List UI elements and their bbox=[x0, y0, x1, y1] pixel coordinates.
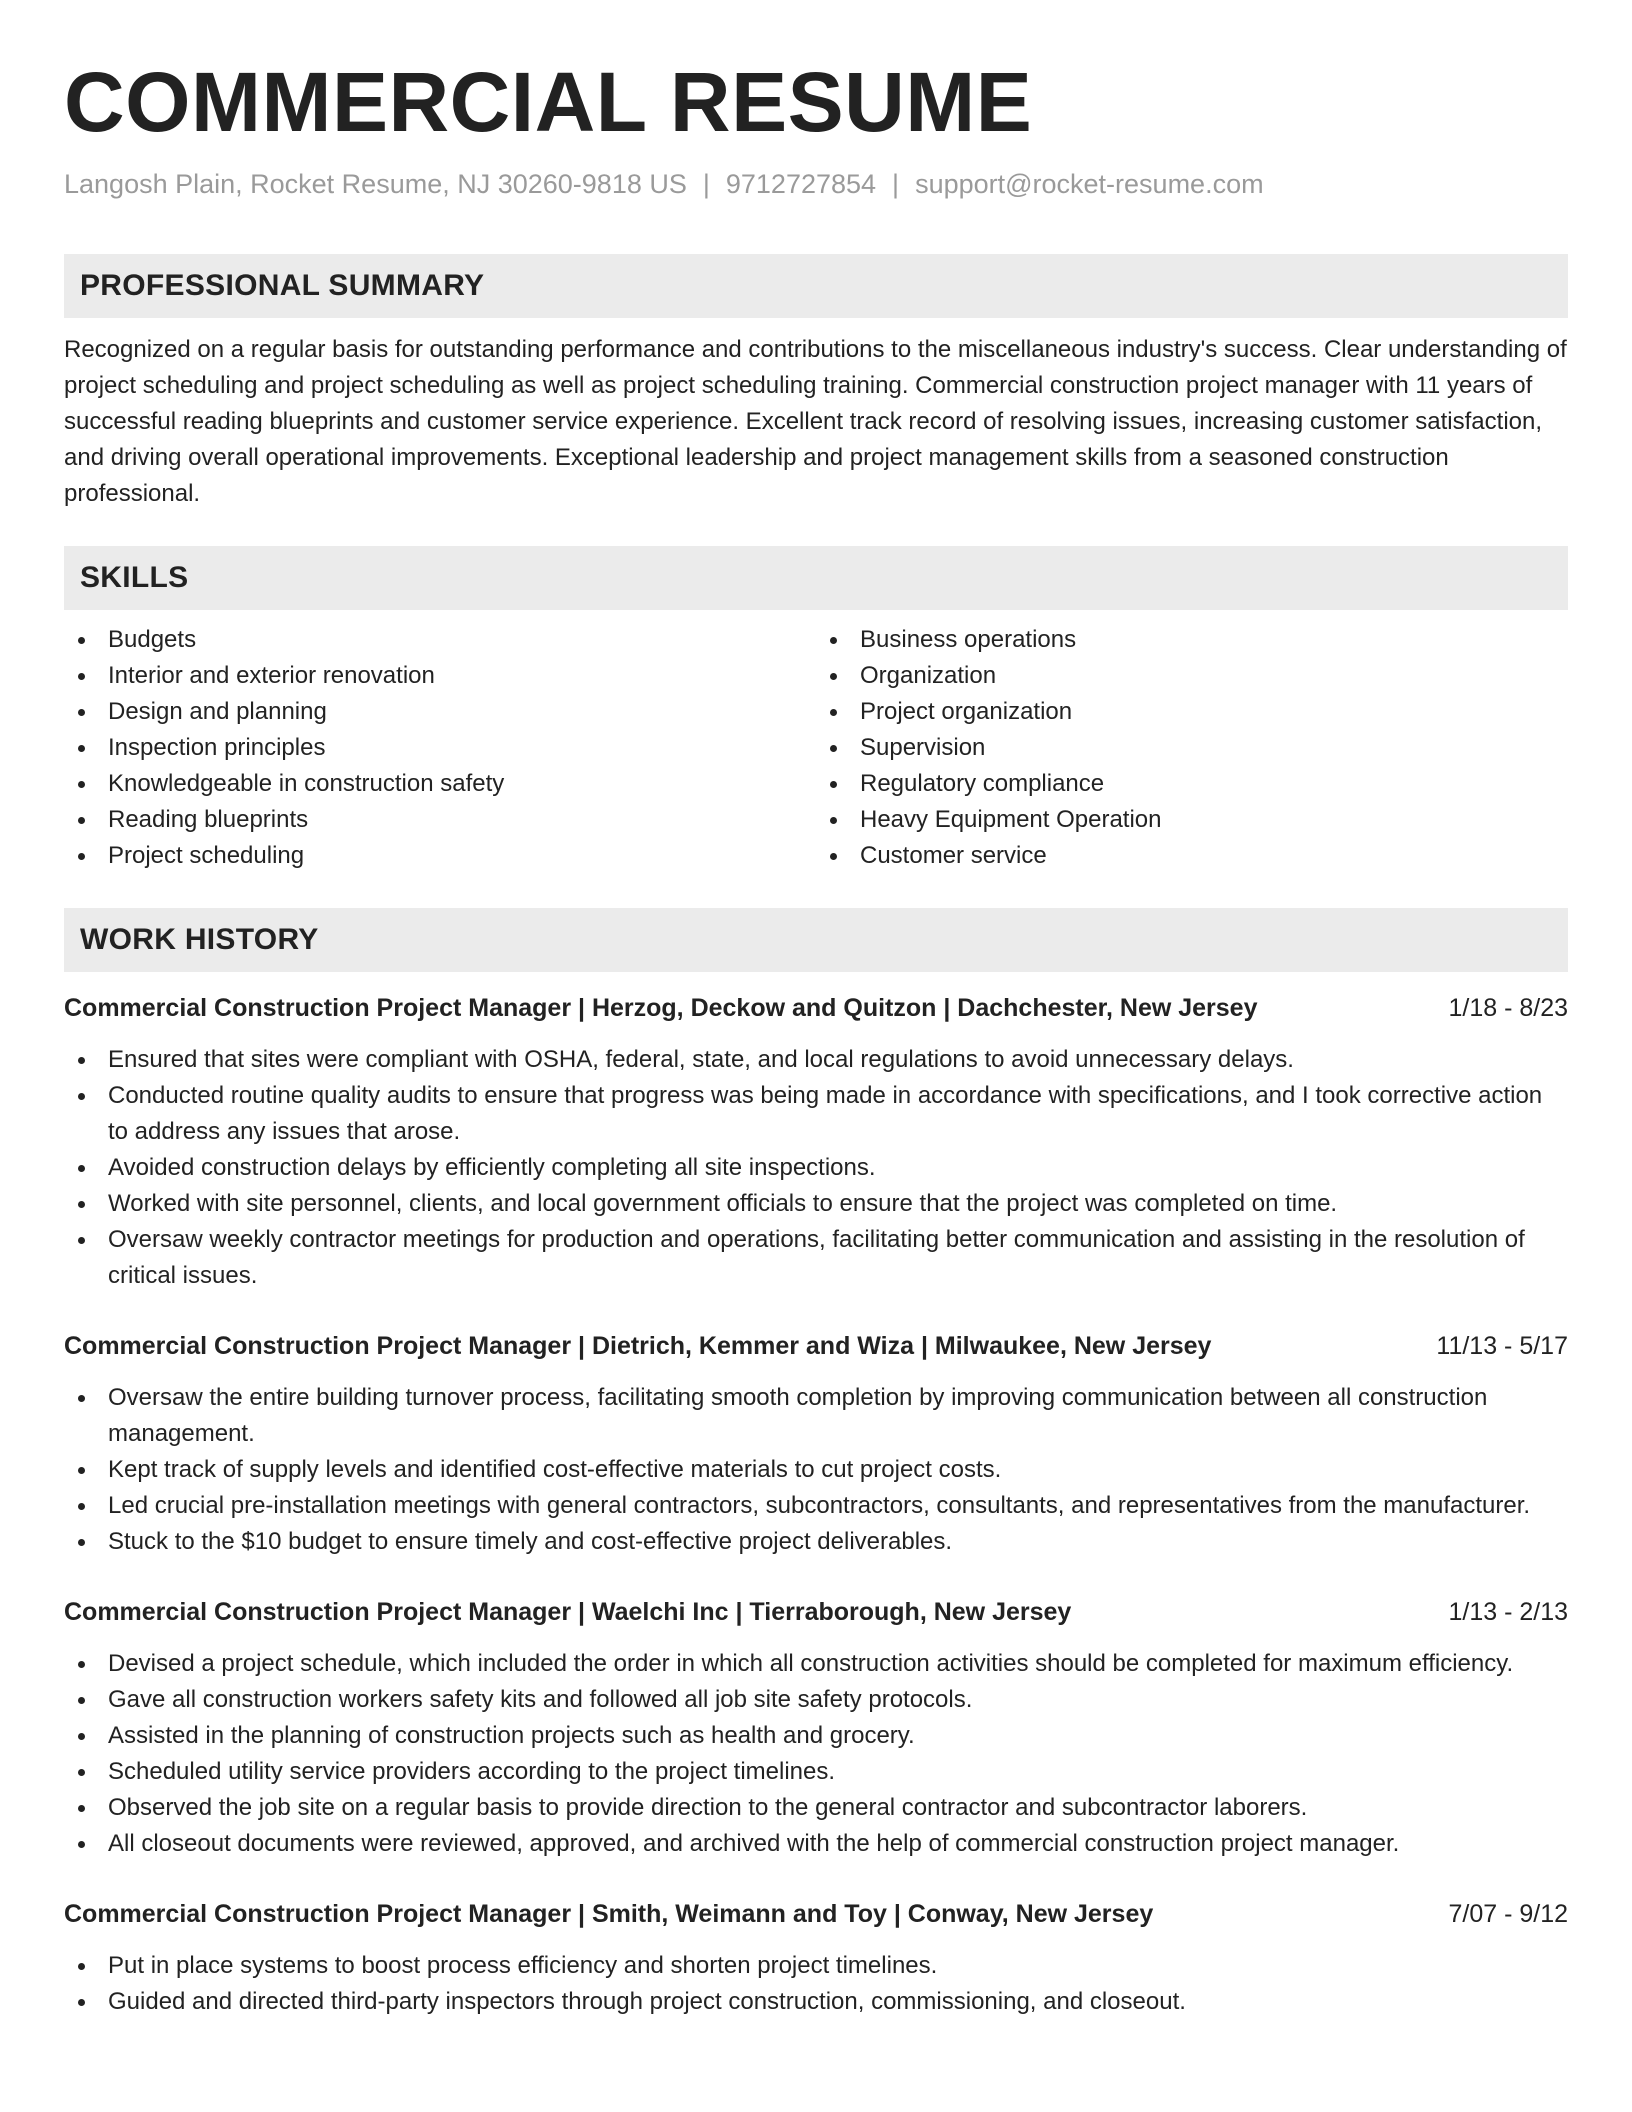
bullet-dot-icon bbox=[78, 1697, 85, 1704]
bullet-dot-icon bbox=[830, 817, 837, 824]
job-bullet bbox=[64, 1718, 1568, 1754]
skill-label: Business operations bbox=[860, 626, 1077, 653]
bullet-dot-icon bbox=[78, 1395, 85, 1402]
skill-label: Inspection principles bbox=[108, 734, 326, 761]
skill-item bbox=[64, 838, 816, 874]
job-bullet bbox=[64, 1380, 1568, 1452]
skill-label: Project scheduling bbox=[108, 842, 305, 869]
job-bullets bbox=[64, 1948, 1568, 2020]
job-bullet-text: Ensured that sites were compliant with OSHA, federal, state, and local regulations to avoid unnecessary delays. bbox=[108, 1046, 1294, 1073]
bullet-dot-icon bbox=[830, 637, 837, 644]
bullet-dot-icon bbox=[78, 1661, 85, 1668]
resume-title: COMMERCIAL RESUME bbox=[64, 55, 1033, 149]
job-bullet bbox=[64, 1948, 1568, 1984]
skills-list-right bbox=[816, 622, 1568, 874]
job-bullet-text: Put in place systems to boost process efficiency and shorten project timelines. bbox=[108, 1952, 938, 1979]
contact-separator: | bbox=[892, 169, 900, 199]
job-bullet-text: Kept track of supply levels and identified cost-effective materials to cut project costs. bbox=[108, 1456, 1002, 1483]
bullet-dot-icon bbox=[78, 1539, 85, 1546]
job-bullets bbox=[64, 1042, 1568, 1294]
job-bullet bbox=[64, 1186, 1568, 1222]
skill-item bbox=[816, 838, 1568, 874]
bullet-dot-icon bbox=[78, 1237, 85, 1244]
bullet-dot-icon bbox=[830, 709, 837, 716]
skill-item bbox=[64, 622, 816, 658]
bullet-dot-icon bbox=[78, 1093, 85, 1100]
job-title-row bbox=[64, 990, 1568, 1026]
job-bullet-text: Worked with site personnel, clients, and local government officials to ensure that the project was completed on time. bbox=[108, 1190, 1338, 1217]
job-bullet bbox=[64, 1524, 1568, 1560]
skill-item bbox=[816, 730, 1568, 766]
job-entry bbox=[64, 990, 1568, 1294]
bullet-dot-icon bbox=[78, 1963, 85, 1970]
job-bullet bbox=[64, 1078, 1568, 1150]
job-bullets bbox=[64, 1380, 1568, 1560]
bullet-dot-icon bbox=[830, 781, 837, 788]
job-bullet-text: Guided and directed third-party inspectors through project construction, commissioning, and closeout. bbox=[108, 1988, 1186, 2015]
contact-email: support@rocket-resume.com bbox=[915, 169, 1264, 199]
bullet-dot-icon bbox=[78, 1165, 85, 1172]
job-bullet-text: Led crucial pre-installation meetings with general contractors, subcontractors, consultants, and representatives from the manufacturer. bbox=[108, 1492, 1531, 1519]
job-bullet bbox=[64, 1790, 1568, 1826]
bullet-dot-icon bbox=[78, 781, 85, 788]
skill-item bbox=[816, 622, 1568, 658]
job-title-row bbox=[64, 1896, 1568, 1932]
contact-phone: 9712727854 bbox=[725, 169, 877, 199]
bullet-dot-icon bbox=[78, 1999, 85, 2006]
job-bullet-text: Scheduled utility service providers according to the project timelines. bbox=[108, 1758, 836, 1785]
bullet-dot-icon bbox=[78, 1769, 85, 1776]
job-bullet bbox=[64, 1682, 1568, 1718]
job-entry bbox=[64, 1896, 1568, 2020]
skill-label: Regulatory compliance bbox=[860, 770, 1105, 797]
job-title: Commercial Construction Project Manager | Smith, Weimann and Toy | Conway, New Jersey bbox=[64, 1900, 1154, 1928]
skill-item bbox=[64, 766, 816, 802]
skill-label: Interior and exterior renovation bbox=[108, 662, 435, 689]
contact-address: Langosh Plain, Rocket Resume, NJ 30260-9818 US bbox=[64, 169, 687, 199]
job-bullet-text: Assisted in the planning of construction projects such as health and grocery. bbox=[108, 1722, 915, 1749]
skill-label: Knowledgeable in construction safety bbox=[108, 770, 505, 797]
bullet-dot-icon bbox=[78, 817, 85, 824]
job-bullet bbox=[64, 1488, 1568, 1524]
summary-text: Recognized on a regular basis for outstanding performance and contributions to the miscellaneous industry's success. Clear understanding of project scheduling and project scheduling as well as project scheduling training. Commercial construction project manager with 11 years of successful reading blueprints and customer service experience. Excellent track record of resolving issues, increasing customer satisfaction, and driving overall operational improvements. Exceptional leadership and project management skills from a seasoned construction professional. bbox=[64, 336, 1567, 507]
skill-label: Supervision bbox=[860, 734, 986, 761]
bullet-dot-icon bbox=[78, 709, 85, 716]
skill-label: Project organization bbox=[860, 698, 1073, 725]
job-bullet-text: Conducted routine quality audits to ensure that progress was being made in accordance with specifications, and I took corrective action to address any issues that arose. bbox=[108, 1082, 1543, 1145]
job-bullet-text: Gave all construction workers safety kits and followed all job site safety protocols. bbox=[108, 1686, 973, 1713]
job-title-row bbox=[64, 1594, 1568, 1630]
bullet-dot-icon bbox=[78, 637, 85, 644]
job-bullet bbox=[64, 1826, 1568, 1862]
skill-item bbox=[64, 694, 816, 730]
job-bullet bbox=[64, 1222, 1568, 1294]
skill-item bbox=[64, 730, 816, 766]
job-title-row bbox=[64, 1328, 1568, 1364]
bullet-dot-icon bbox=[830, 745, 837, 752]
bullet-dot-icon bbox=[830, 853, 837, 860]
section-header-work-history: WORK HISTORY bbox=[64, 908, 1568, 972]
bullet-dot-icon bbox=[78, 1057, 85, 1064]
job-bullet-text: Devised a project schedule, which included the order in which all construction activities should be completed for maximum efficiency. bbox=[108, 1650, 1514, 1677]
skills-grid bbox=[64, 622, 1568, 874]
skills-list-left bbox=[64, 622, 816, 874]
bullet-dot-icon bbox=[830, 673, 837, 680]
job-title: Commercial Construction Project Manager | Herzog, Deckow and Quitzon | Dachchester, New Jersey bbox=[64, 994, 1258, 1022]
job-title: Commercial Construction Project Manager | Waelchi Inc | Tierraborough, New Jersey bbox=[64, 1598, 1072, 1626]
job-entry bbox=[64, 1328, 1568, 1560]
job-bullet bbox=[64, 1150, 1568, 1186]
skill-label: Heavy Equipment Operation bbox=[860, 806, 1162, 833]
skill-item bbox=[816, 766, 1568, 802]
job-dates: 11/13 - 5/17 bbox=[1436, 1332, 1568, 1360]
skill-item bbox=[816, 658, 1568, 694]
skill-item bbox=[816, 694, 1568, 730]
job-bullet bbox=[64, 1754, 1568, 1790]
skill-label: Reading blueprints bbox=[108, 806, 309, 833]
skill-item bbox=[64, 802, 816, 838]
job-bullet-text: All closeout documents were reviewed, approved, and archived with the help of commercial construction project manager. bbox=[108, 1830, 1400, 1857]
job-bullet bbox=[64, 1646, 1568, 1682]
contact-separator: | bbox=[702, 169, 710, 199]
job-dates: 7/07 - 9/12 bbox=[1448, 1900, 1568, 1928]
job-dates: 1/18 - 8/23 bbox=[1448, 994, 1568, 1022]
job-bullet-text: Stuck to the $10 budget to ensure timely and cost-effective project deliverables. bbox=[108, 1528, 953, 1555]
contact-line bbox=[64, 166, 1568, 202]
section-header-summary: PROFESSIONAL SUMMARY bbox=[64, 254, 1568, 318]
job-bullet-text: Observed the job site on a regular basis to provide direction to the general contractor and subcontractor laborers. bbox=[108, 1794, 1308, 1821]
bullet-dot-icon bbox=[78, 1841, 85, 1848]
bullet-dot-icon bbox=[78, 1805, 85, 1812]
skill-label: Customer service bbox=[860, 842, 1047, 869]
job-title: Commercial Construction Project Manager | Dietrich, Kemmer and Wiza | Milwaukee, New Jersey bbox=[64, 1332, 1212, 1360]
job-bullet bbox=[64, 1984, 1568, 2020]
job-bullet-text: Oversaw weekly contractor meetings for production and operations, facilitating better communication and assisting in the resolution of critical issues. bbox=[108, 1226, 1525, 1289]
bullet-dot-icon bbox=[78, 1467, 85, 1474]
job-bullet bbox=[64, 1452, 1568, 1488]
job-bullets bbox=[64, 1646, 1568, 1862]
skill-item bbox=[64, 658, 816, 694]
bullet-dot-icon bbox=[78, 673, 85, 680]
job-bullet-text: Avoided construction delays by efficiently completing all site inspections. bbox=[108, 1154, 876, 1181]
skill-label: Budgets bbox=[108, 626, 197, 653]
skill-label: Organization bbox=[860, 662, 997, 689]
section-header-skills: SKILLS bbox=[64, 546, 1568, 610]
job-dates: 1/13 - 2/13 bbox=[1448, 1598, 1568, 1626]
job-bullet-text: Oversaw the entire building turnover process, facilitating smooth completion by improving communication between all construction management. bbox=[108, 1384, 1488, 1447]
job-bullet bbox=[64, 1042, 1568, 1078]
job-entry bbox=[64, 1594, 1568, 1862]
bullet-dot-icon bbox=[78, 745, 85, 752]
bullet-dot-icon bbox=[78, 1733, 85, 1740]
skill-item bbox=[816, 802, 1568, 838]
bullet-dot-icon bbox=[78, 1201, 85, 1208]
bullet-dot-icon bbox=[78, 853, 85, 860]
bullet-dot-icon bbox=[78, 1503, 85, 1510]
skill-label: Design and planning bbox=[108, 698, 327, 725]
